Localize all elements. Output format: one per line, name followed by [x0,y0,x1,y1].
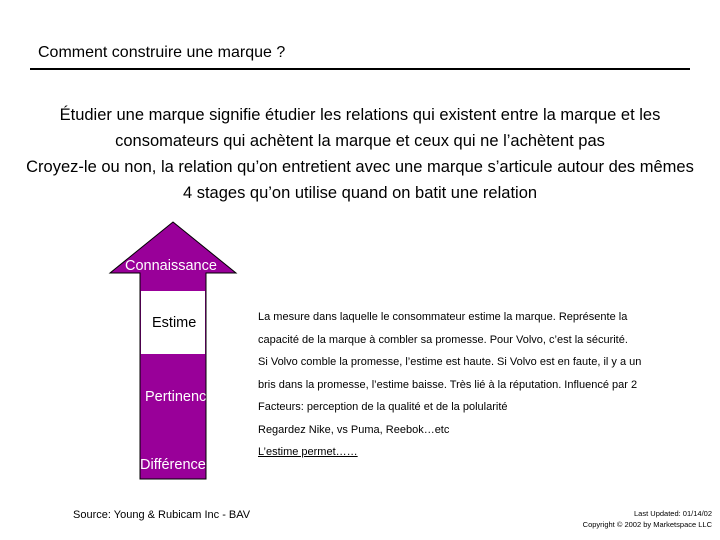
stage-estime: Estime [152,315,197,331]
copyright: Copyright © 2002 by Marketspace LLC [582,520,712,529]
estime-description [258,306,698,464]
stage-connaissance: Connaissance [125,258,217,274]
intro-paragraph-2: Croyez-le ou non, la relation qu’on entretient avec une marque s’articule autour des mêmes 4 stages qu’on utilise quand on batit une relation [26,158,694,202]
stage-difference: Différence [140,457,206,473]
stage-pertinence: Pertinence [145,389,215,405]
description-line: Regardez Nike, vs Puma, Reebok…etc [258,423,450,436]
footer-info [583,508,712,530]
page-title: Comment construire une marque ? [38,44,286,61]
description-line: Facteurs: perception de la qualité et de la polularité [258,401,508,413]
description-line: L’estime permet…… [258,446,358,458]
description-line: Si Volvo comble la promesse, l’estime est haute. Si Volvo est en faute, il y a un [258,356,642,368]
description-line: capacité de la marque à combler sa promesse. Pour Volvo, c’est la sécurité. [258,333,628,346]
description-line: La mesure dans laquelle le consommateur estime la marque. Représente la [258,311,628,323]
last-updated: Last Updated: 01/14/02 [634,509,712,518]
description-line: bris dans la promesse, l’estime baisse. Très lié à la réputation. Influencé par 2 [258,378,638,391]
source-citation: Source: Young & Rubicam Inc - BAV [73,509,251,521]
intro-paragraph-1: Étudier une marque signifie étudier les relations qui existent entre la marque et les consomateurs qui achètent la marque et ceux qui ne l’achètent pas [59,106,661,150]
